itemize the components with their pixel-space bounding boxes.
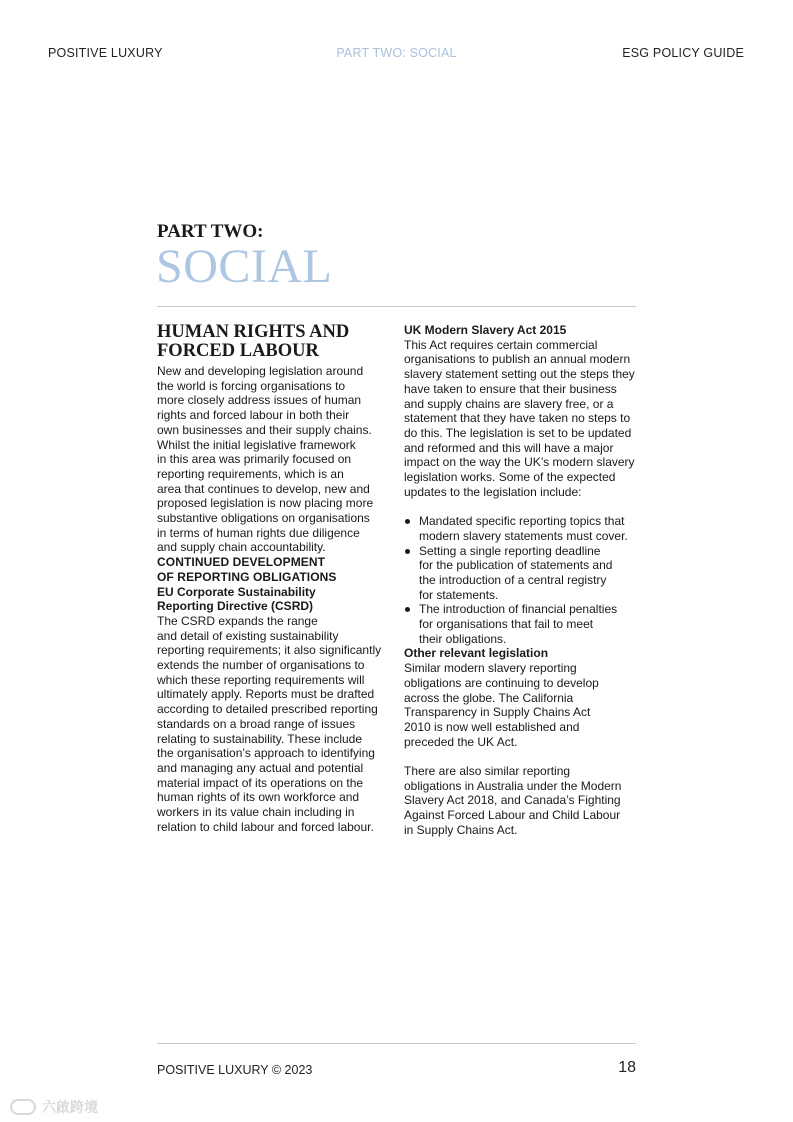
list-item-text: The introduction of financial penalties for organisations that fail to meet their obligations. (419, 602, 618, 646)
list-item (404, 544, 638, 603)
bullet-icon (405, 519, 410, 524)
header-doc-title: ESG POLICY GUIDE (622, 46, 744, 60)
list-item-text: Setting a single reporting deadline for the publication of statements and the introduction of a central registry for statements. (419, 543, 613, 602)
right-column (404, 323, 638, 838)
watermark-logo-icon (10, 1099, 36, 1115)
header-section: PART TWO: SOCIAL (336, 46, 457, 60)
watermark (10, 1097, 98, 1117)
list-item-text: Mandated specific reporting topics that modern slavery statements must cover. (419, 514, 628, 543)
uk-act-heading: UK Modern Slavery Act 2015 (404, 323, 567, 337)
csrd-heading: EU Corporate Sustainability Reporting Directive (CSRD) (157, 584, 316, 614)
list-item (404, 602, 638, 646)
footer-copyright: POSITIVE LUXURY © 2023 (157, 1063, 313, 1077)
part-label: PART TWO: (157, 221, 264, 242)
bullet-icon (405, 549, 410, 554)
uk-act-paragraph: This Act requires certain commercial organisations to publish an annual modern slavery statement setting out the steps they have taken to ensure that their business and supply chains are slavery free, or a statement that they have taken no steps to do this. The legislation is set to be updated and reformed and this will have a major impact on the way the UK’s modern slavery legislation works. Some of the expected updates to the legislation include: (404, 337, 635, 499)
bottom-divider (157, 1043, 636, 1044)
updates-list (404, 514, 638, 646)
other-legislation-paragraph-2: There are also similar reporting obligations in Australia under the Modern Slavery Act 2018, and Canada’s Fighting Against Forced Labour and Child Labour in Supply Chains Act. (404, 764, 622, 837)
page-number: 18 (618, 1059, 636, 1076)
other-legislation-paragraph: Similar modern slavery reporting obligations are continuing to develop across the globe. The California Transparency in Supply Chains Act 2010 is now well established and preceded the UK Act. (404, 661, 599, 749)
reporting-obligations-heading: CONTINUED DEVELOPMENT OF REPORTING OBLIGATIONS (157, 555, 337, 584)
other-legislation-heading: Other relevant legislation (404, 646, 549, 661)
intro-paragraph: New and developing legislation around the world is forcing organisations to more closely address issues of human rights and forced labour in both their own businesses and their supply chains. Whilst the initial legislative framework in this area was primarily focused on reporting requirements, which is an area that continues to develop, new and proposed legislation is now placing more substantive obligations on organisations in terms of human rights due diligence and supply chain accountability. (157, 364, 374, 555)
top-divider (157, 306, 636, 307)
section-title: HUMAN RIGHTS AND FORCED LABOUR (157, 322, 350, 361)
csrd-paragraph: The CSRD expands the range and detail of existing sustainability reporting requirements; it also significantly extends the number of organisations to which these reporting requirements will ultimately apply. Reports must be drafted according to detailed prescribed reporting standards on a broad range of issues relating to sustainability. These include the organisation’s approach to identifying and managing any actual and potential material impact of its operations on the human rights of its own workforce and workers in its value chain including in relation to child labour and forced labour. (157, 613, 382, 834)
part-title: SOCIAL (156, 240, 333, 293)
bullet-icon (405, 607, 410, 612)
header-brand: POSITIVE LUXURY (48, 46, 163, 60)
left-column (157, 323, 385, 835)
watermark-text: 六啟跨境 (42, 1099, 98, 1115)
list-item (404, 514, 638, 543)
